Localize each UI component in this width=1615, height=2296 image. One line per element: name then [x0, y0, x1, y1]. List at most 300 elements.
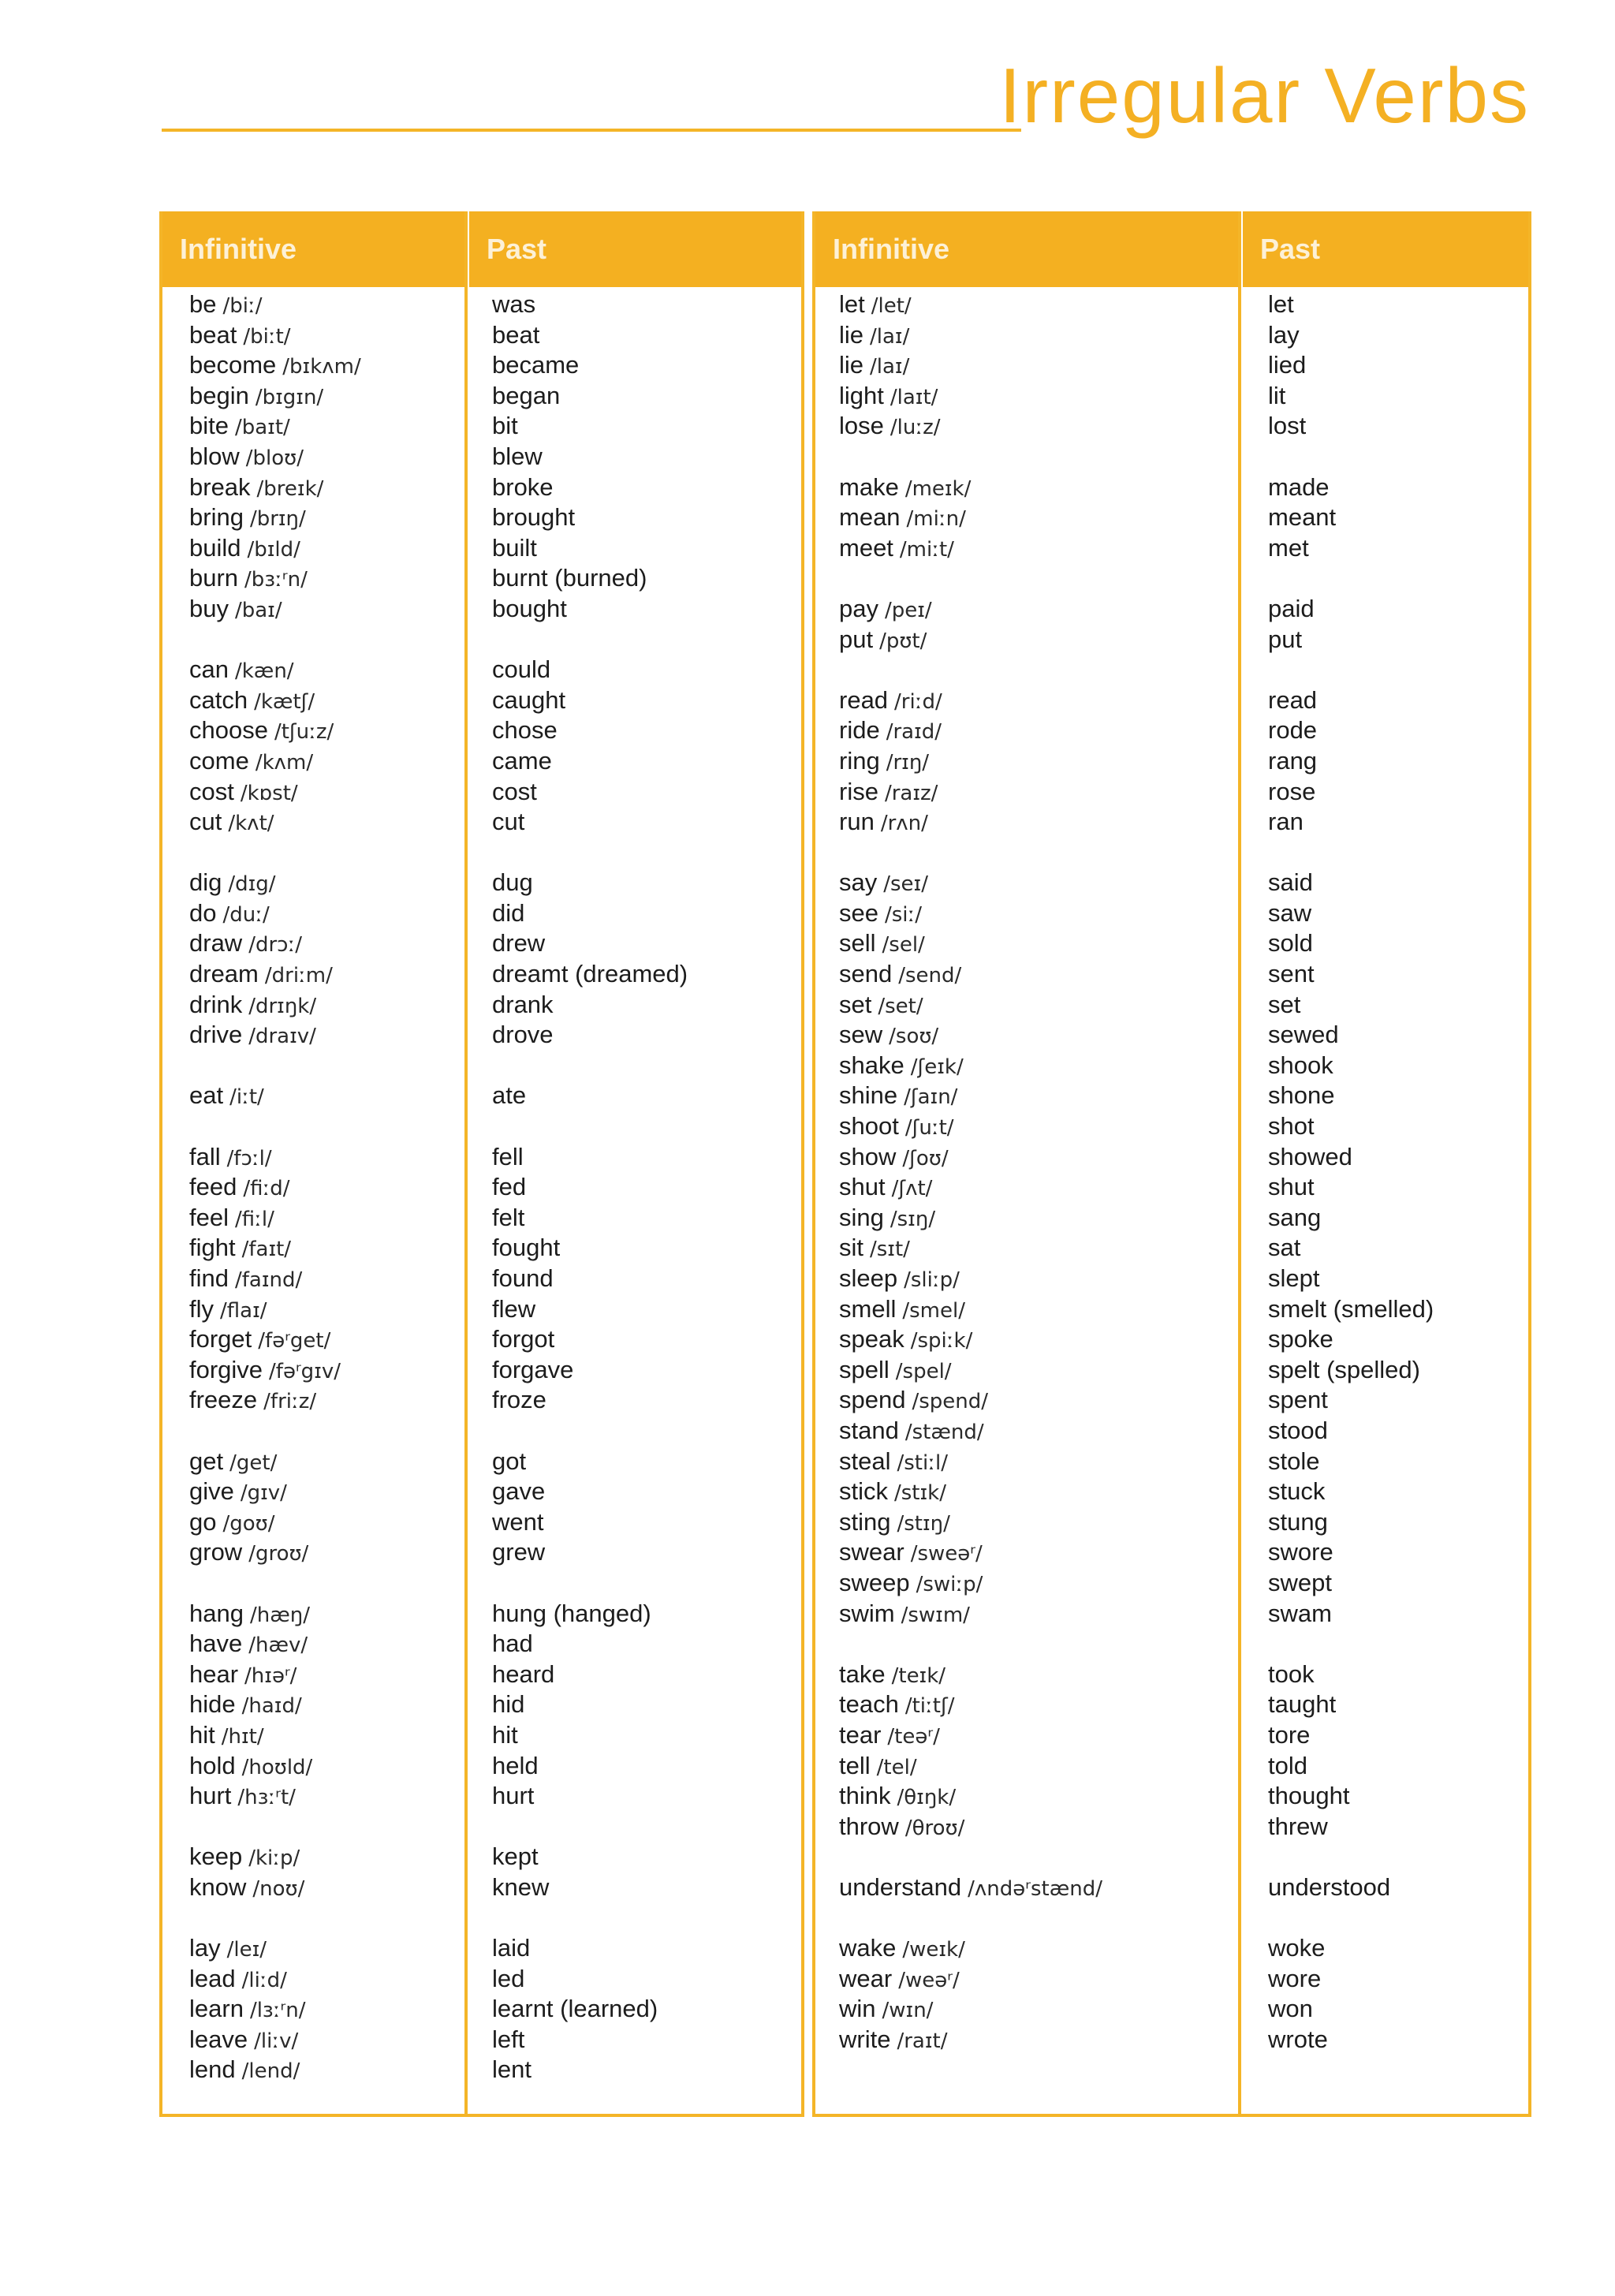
verb-infinitive: sit	[839, 1234, 863, 1262]
verb-pronunciation: /hæv/	[248, 1633, 308, 1658]
verb-infinitive: buy	[189, 594, 229, 622]
verb-past: took	[1268, 1659, 1315, 1688]
verb-infinitive-row	[839, 959, 1102, 990]
verb-past: slept	[1268, 1264, 1320, 1292]
verb-infinitive-row	[839, 1447, 1102, 1477]
verb-infinitive: read	[839, 685, 889, 714]
verb-infinitive: spell	[839, 1355, 890, 1383]
verb-infinitive: pay	[839, 594, 878, 622]
verb-past: tore	[1268, 1720, 1311, 1749]
group-gap	[1268, 655, 1434, 685]
verb-infinitive: fly	[189, 1294, 214, 1323]
verb-past: threw	[1268, 1812, 1328, 1840]
header-infinitive-left: Infinitive	[162, 211, 464, 287]
verb-past: stung	[1268, 1507, 1328, 1536]
verb-pronunciation: /lɜːʳn/	[249, 1999, 306, 2023]
header-past-left: Past	[469, 211, 801, 287]
verb-infinitive-row	[189, 2025, 361, 2055]
verb-infinitive-row	[839, 1020, 1102, 1051]
verb-infinitive: win	[839, 1995, 876, 2023]
verb-pronunciation: /raɪz/	[884, 781, 938, 805]
group-gap	[1268, 442, 1434, 472]
verb-infinitive-row	[839, 1659, 1102, 1690]
verb-infinitive: sting	[839, 1507, 891, 1536]
verb-infinitive-row	[839, 807, 1102, 838]
verb-past: left	[492, 2025, 525, 2053]
verb-pronunciation: /send/	[898, 964, 962, 988]
verb-past: shut	[1268, 1173, 1315, 1201]
verb-pronunciation: /teɪk/	[891, 1663, 946, 1688]
verb-pronunciation: /raɪt/	[897, 2029, 948, 2053]
verb-infinitive-row	[189, 411, 361, 442]
verb-infinitive-row	[839, 1568, 1102, 1599]
verb-infinitive: feel	[189, 1203, 229, 1231]
verb-infinitive: take	[839, 1659, 886, 1688]
group-gap	[492, 1051, 688, 1081]
verb-past: sewed	[1268, 1021, 1339, 1049]
verb-infinitive-row	[839, 350, 1102, 381]
verb-past: lent	[492, 2055, 531, 2084]
verb-infinitive: get	[189, 1447, 224, 1475]
verb-infinitive-row	[189, 655, 361, 685]
group-gap	[839, 838, 1102, 868]
verb-past: felt	[492, 1203, 525, 1231]
verb-past: blew	[492, 442, 543, 470]
verb-infinitive: draw	[189, 929, 243, 958]
verb-pronunciation: /kʌm/	[255, 750, 314, 775]
verb-infinitive-row	[189, 715, 361, 746]
verb-pronunciation: /kætʃ/	[254, 689, 315, 714]
verb-pronunciation: /kæn/	[234, 659, 294, 684]
verb-infinitive: feed	[189, 1173, 237, 1201]
verb-infinitive-row	[839, 320, 1102, 351]
verb-infinitive-row	[189, 502, 361, 533]
verb-infinitive: speak	[839, 1325, 904, 1353]
verb-pronunciation: /θɪŋk/	[897, 1786, 957, 1810]
verb-pronunciation: /hɜːʳt/	[237, 1786, 296, 1810]
verb-past: became	[492, 351, 580, 379]
verb-pronunciation: /hoʊld/	[241, 1755, 313, 1779]
verb-past: broke	[492, 472, 554, 501]
verb-past: drove	[492, 1021, 554, 1049]
verb-past: held	[492, 1751, 539, 1779]
verb-table-right	[812, 211, 1531, 2117]
verb-past: told	[1268, 1751, 1307, 1779]
verb-infinitive-row	[839, 472, 1102, 503]
verb-past: lit	[1268, 381, 1286, 409]
verb-pronunciation: /brɪŋ/	[249, 507, 306, 532]
verb-pronunciation: /spel/	[895, 1359, 952, 1383]
verb-pronunciation: /tel/	[876, 1755, 917, 1779]
verb-infinitive: bite	[189, 412, 229, 440]
verb-pronunciation: /wɪn/	[882, 1999, 934, 2023]
verb-infinitive: show	[839, 1142, 897, 1170]
verb-past: drank	[492, 990, 554, 1018]
verb-past: paid	[1268, 594, 1315, 622]
verb-pronunciation: /ʃoʊ/	[902, 1146, 949, 1170]
verb-infinitive-row	[189, 1172, 361, 1203]
verb-past: hurt	[492, 1782, 535, 1810]
verb-infinitive: meet	[839, 533, 893, 562]
verb-pronunciation: /ʃʌt/	[891, 1177, 933, 1201]
verb-infinitive: swim	[839, 1599, 895, 1627]
verb-past: led	[492, 1964, 525, 1992]
verb-past: rang	[1268, 746, 1318, 775]
verb-infinitive-row	[839, 533, 1102, 564]
verb-pronunciation: /fiːd/	[243, 1177, 290, 1201]
verb-past: drew	[492, 929, 546, 958]
verb-pronunciation: /sliːp/	[904, 1268, 960, 1292]
verb-infinitive-row	[839, 1933, 1102, 1964]
verb-infinitive-row	[189, 990, 361, 1021]
verb-pronunciation: /fiːl/	[234, 1207, 274, 1231]
verb-pronunciation: /hɪt/	[221, 1724, 264, 1749]
verb-infinitive-row	[839, 1233, 1102, 1264]
verb-infinitive: sing	[839, 1203, 884, 1231]
verb-infinitive-row	[189, 1781, 361, 1812]
verb-infinitive-row	[189, 1324, 361, 1355]
verb-infinitive: wake	[839, 1934, 897, 1962]
verb-infinitive-row	[839, 1324, 1102, 1355]
verb-infinitive: lose	[839, 412, 884, 440]
verb-past: smelt (smelled)	[1268, 1294, 1434, 1323]
verb-infinitive-row	[189, 563, 361, 594]
verb-pronunciation: /stɪŋ/	[897, 1511, 950, 1536]
verb-infinitive-row	[839, 381, 1102, 412]
verb-pronunciation: /bɪgɪn/	[255, 385, 324, 409]
verb-infinitive: hit	[189, 1720, 215, 1749]
verb-infinitive-row	[839, 1507, 1102, 1538]
verb-past: heard	[492, 1659, 555, 1688]
verb-infinitive-row	[839, 777, 1102, 808]
verb-infinitive: teach	[839, 1690, 899, 1719]
verb-infinitive: ride	[839, 716, 880, 745]
verb-infinitive-row	[839, 2025, 1102, 2055]
verb-infinitive-row	[839, 1994, 1102, 2025]
verb-past: lay	[1268, 320, 1300, 349]
group-gap	[189, 1812, 361, 1842]
verb-infinitive-row	[839, 1416, 1102, 1447]
verb-infinitive-row	[189, 381, 361, 412]
verb-pronunciation: /laɪ/	[870, 355, 910, 379]
verb-past: knew	[492, 1872, 550, 1901]
verb-past: grew	[492, 1538, 546, 1566]
verb-infinitive-row	[189, 746, 361, 777]
verb-pronunciation: /fəʳget/	[258, 1329, 331, 1353]
verb-past: fed	[492, 1173, 527, 1201]
verb-infinitive-row	[189, 959, 361, 990]
verb-infinitive: lie	[839, 320, 864, 349]
verb-infinitive: lead	[189, 1964, 236, 1992]
verb-past: swept	[1268, 1568, 1332, 1596]
verb-infinitive-row	[189, 1203, 361, 1234]
group-gap	[1268, 1902, 1434, 1933]
verb-infinitive: send	[839, 960, 893, 988]
verb-past: flew	[492, 1294, 536, 1323]
verb-infinitive-row	[189, 1477, 361, 1507]
verb-pronunciation: /drɪŋk/	[248, 994, 317, 1018]
verb-pronunciation: /rɪŋ/	[886, 750, 930, 775]
verb-infinitive: put	[839, 625, 874, 653]
verb-infinitive: smell	[839, 1294, 897, 1323]
verb-pronunciation: /baɪ/	[234, 598, 282, 622]
verb-pronunciation: /faɪt/	[241, 1238, 292, 1262]
column-divider	[1238, 211, 1241, 2114]
verb-infinitive-row	[839, 1872, 1102, 1903]
verb-pronunciation: /baɪt/	[234, 416, 290, 440]
verb-infinitive-row	[839, 1689, 1102, 1720]
verb-infinitive-row	[839, 1294, 1102, 1325]
infinitive-column-left	[189, 289, 361, 2085]
verb-past: hung (hanged)	[492, 1599, 651, 1627]
group-gap	[1268, 1842, 1434, 1872]
verb-pronunciation: /stænd/	[904, 1420, 984, 1444]
verb-infinitive: can	[189, 655, 229, 684]
verb-infinitive-row	[189, 1294, 361, 1325]
verb-pronunciation: /siː/	[884, 902, 923, 927]
verb-pronunciation: /dɪg/	[228, 872, 276, 897]
verb-past: found	[492, 1264, 554, 1292]
verb-infinitive: beat	[189, 320, 237, 349]
group-gap	[839, 1842, 1102, 1872]
verb-pronunciation: /groʊ/	[248, 1542, 309, 1566]
verb-pronunciation: /biː/	[222, 294, 263, 318]
verb-pronunciation: /smel/	[902, 1298, 965, 1323]
verb-pronunciation: /teəʳ/	[887, 1724, 940, 1749]
verb-table-left	[159, 211, 804, 2117]
verb-pronunciation: /θroʊ/	[904, 1816, 965, 1840]
verb-past: burnt (burned)	[492, 564, 647, 592]
verb-infinitive-row	[839, 1385, 1102, 1416]
verb-pronunciation: /kɒst/	[240, 781, 298, 805]
verb-pronunciation: /sɪt/	[870, 1238, 910, 1262]
verb-infinitive: tear	[839, 1720, 882, 1749]
verb-past: said	[1268, 868, 1313, 897]
verb-infinitive: throw	[839, 1812, 899, 1840]
verb-past: won	[1268, 1995, 1313, 2023]
verb-infinitive-row	[839, 1203, 1102, 1234]
verb-past: stole	[1268, 1447, 1320, 1475]
verb-pronunciation: /swiːp/	[916, 1572, 983, 1596]
verb-pronunciation: /tiːtʃ/	[904, 1694, 955, 1719]
verb-infinitive-row	[189, 1507, 361, 1538]
verb-pronunciation: /bɪld/	[247, 537, 300, 562]
group-gap	[1268, 838, 1434, 868]
verb-infinitive-row	[189, 1355, 361, 1386]
verb-infinitive: forget	[189, 1325, 252, 1353]
verb-infinitive-row	[189, 1447, 361, 1477]
verb-past: sang	[1268, 1203, 1322, 1231]
verb-infinitive: shake	[839, 1051, 904, 1079]
verb-infinitive: choose	[189, 716, 268, 745]
verb-infinitive-row	[189, 1629, 361, 1659]
verb-infinitive-row	[839, 898, 1102, 929]
verb-infinitive-row	[189, 1264, 361, 1294]
verb-infinitive-row	[189, 1142, 361, 1173]
verb-infinitive-row	[189, 1933, 361, 1964]
group-gap	[492, 1902, 688, 1933]
verb-pronunciation: /miːt/	[899, 537, 954, 562]
verb-infinitive: lie	[839, 351, 864, 379]
verb-past: stuck	[1268, 1477, 1326, 1506]
group-gap	[189, 1051, 361, 1081]
verb-infinitive-row	[839, 1111, 1102, 1142]
verb-infinitive-row	[189, 1599, 361, 1630]
verb-past: taught	[1268, 1690, 1337, 1719]
verb-infinitive-row	[189, 1233, 361, 1264]
verb-past: beat	[492, 320, 540, 349]
verb-infinitive-row	[839, 1812, 1102, 1842]
verb-infinitive: set	[839, 990, 872, 1018]
verb-pronunciation: /sweəʳ/	[910, 1542, 983, 1566]
verb-past: learnt (learned)	[492, 1995, 658, 2023]
verb-infinitive-row	[189, 1659, 361, 1690]
group-gap	[839, 655, 1102, 685]
group-gap	[1268, 1629, 1434, 1659]
verb-pronunciation: /kiːp/	[248, 1846, 300, 1871]
verb-past: sent	[1268, 960, 1315, 988]
verb-infinitive-row	[189, 1020, 361, 1051]
verb-pronunciation: /ʃuːt/	[904, 1116, 954, 1141]
title-rule	[162, 129, 1021, 132]
verb-infinitive: dream	[189, 960, 259, 988]
verb-pronunciation: /set/	[878, 994, 923, 1018]
verb-pronunciation: /laɪt/	[890, 385, 938, 409]
group-gap	[492, 1568, 688, 1599]
verb-pronunciation: /luːz/	[890, 416, 941, 440]
verb-past: went	[492, 1507, 544, 1536]
verb-infinitive: rise	[839, 777, 878, 805]
verb-infinitive-row	[839, 594, 1102, 625]
verb-past: caught	[492, 685, 566, 714]
verb-past: ate	[492, 1081, 527, 1110]
verb-infinitive: stand	[839, 1416, 899, 1444]
verb-past: spoke	[1268, 1325, 1333, 1353]
verb-infinitive: sell	[839, 929, 876, 958]
verb-infinitive: grow	[189, 1538, 243, 1566]
verb-infinitive-row	[839, 289, 1102, 320]
verb-pronunciation: /kʌt/	[228, 812, 274, 836]
verb-past: bit	[492, 412, 518, 440]
verb-pronunciation: /seɪ/	[883, 872, 928, 897]
verb-infinitive: go	[189, 1507, 217, 1536]
verb-past: came	[492, 746, 552, 775]
verb-infinitive-row	[839, 1751, 1102, 1782]
verb-infinitive-row	[839, 625, 1102, 655]
verb-infinitive: do	[189, 898, 217, 927]
verb-infinitive: come	[189, 746, 249, 775]
verb-infinitive: be	[189, 290, 217, 318]
verb-past: did	[492, 898, 525, 927]
verb-pronunciation: /riːd/	[894, 689, 942, 714]
verb-pronunciation: /soʊ/	[889, 1025, 939, 1049]
verb-past: let	[1268, 290, 1294, 318]
verb-past: was	[492, 290, 536, 318]
verb-pronunciation: /bɜːʳn/	[244, 568, 308, 592]
verb-infinitive: think	[839, 1782, 891, 1810]
verb-infinitive: become	[189, 351, 277, 379]
verb-infinitive-row	[189, 1081, 361, 1111]
verb-pronunciation: /meɪk/	[904, 476, 972, 501]
verb-infinitive: hang	[189, 1599, 244, 1627]
verb-infinitive: steal	[839, 1447, 891, 1475]
verb-infinitive: shine	[839, 1081, 898, 1110]
verb-infinitive-row	[839, 685, 1102, 716]
verb-past: cut	[492, 808, 525, 836]
verb-pronunciation: /let/	[871, 294, 912, 318]
verb-pronunciation: /duː/	[222, 902, 270, 927]
verb-infinitive-row	[839, 1051, 1102, 1081]
group-gap	[189, 1111, 361, 1142]
verb-infinitive-row	[839, 1264, 1102, 1294]
verb-pronunciation: /haɪd/	[241, 1694, 302, 1719]
verb-infinitive: sweep	[839, 1568, 910, 1596]
group-gap	[839, 1629, 1102, 1659]
verb-infinitive: tell	[839, 1751, 871, 1779]
verb-past: showed	[1268, 1142, 1352, 1170]
verb-infinitive-row	[839, 1172, 1102, 1203]
verb-pronunciation: /weɪk/	[902, 1938, 965, 1962]
verb-infinitive: forgive	[189, 1355, 263, 1383]
verb-past: stood	[1268, 1416, 1328, 1444]
verb-pronunciation: /flaɪ/	[220, 1298, 267, 1323]
verb-past: saw	[1268, 898, 1312, 927]
verb-infinitive: understand	[839, 1872, 962, 1901]
verb-infinitive-row	[839, 411, 1102, 442]
verb-past: kept	[492, 1842, 539, 1871]
verb-pronunciation: /fəʳgɪv/	[269, 1359, 341, 1383]
verb-infinitive: see	[839, 898, 878, 927]
verb-infinitive-row	[839, 990, 1102, 1021]
verb-pronunciation: /liːv/	[254, 2029, 299, 2053]
verb-infinitive-row	[189, 868, 361, 898]
verb-past: fell	[492, 1142, 524, 1170]
verb-pronunciation: /faɪnd/	[234, 1268, 303, 1292]
verb-infinitive-row	[839, 928, 1102, 959]
verb-past: had	[492, 1630, 533, 1658]
verb-infinitive-row	[189, 1751, 361, 1782]
verb-past: dug	[492, 868, 533, 897]
verb-infinitive-row	[839, 1781, 1102, 1812]
verb-pronunciation: /liːd/	[241, 1968, 287, 1992]
verb-infinitive-row	[189, 320, 361, 351]
verb-infinitive: cost	[189, 777, 234, 805]
verb-past: swam	[1268, 1599, 1332, 1627]
verb-infinitive-row	[189, 807, 361, 838]
verb-infinitive: give	[189, 1477, 234, 1506]
verb-past: got	[492, 1447, 527, 1475]
verb-pronunciation: /sel/	[882, 933, 925, 958]
verb-pronunciation: /noʊ/	[252, 1876, 305, 1901]
verb-pronunciation: /peɪ/	[884, 598, 932, 622]
verb-past: met	[1268, 533, 1309, 562]
verb-infinitive-row	[189, 777, 361, 808]
verb-pronunciation: /weəʳ/	[898, 1968, 960, 1992]
verb-infinitive-row	[839, 1355, 1102, 1386]
group-gap	[839, 442, 1102, 472]
verb-past: hit	[492, 1720, 518, 1749]
group-gap	[492, 1812, 688, 1842]
verb-past: spent	[1268, 1386, 1328, 1414]
verb-infinitive: shut	[839, 1173, 886, 1201]
verb-past: woke	[1268, 1934, 1326, 1962]
verb-infinitive: leave	[189, 2025, 248, 2053]
verb-past: began	[492, 381, 561, 409]
group-gap	[189, 1568, 361, 1599]
verb-pronunciation: /friːz/	[263, 1390, 317, 1414]
verb-past: rode	[1268, 716, 1318, 745]
verb-pronunciation: /biːt/	[243, 324, 291, 349]
